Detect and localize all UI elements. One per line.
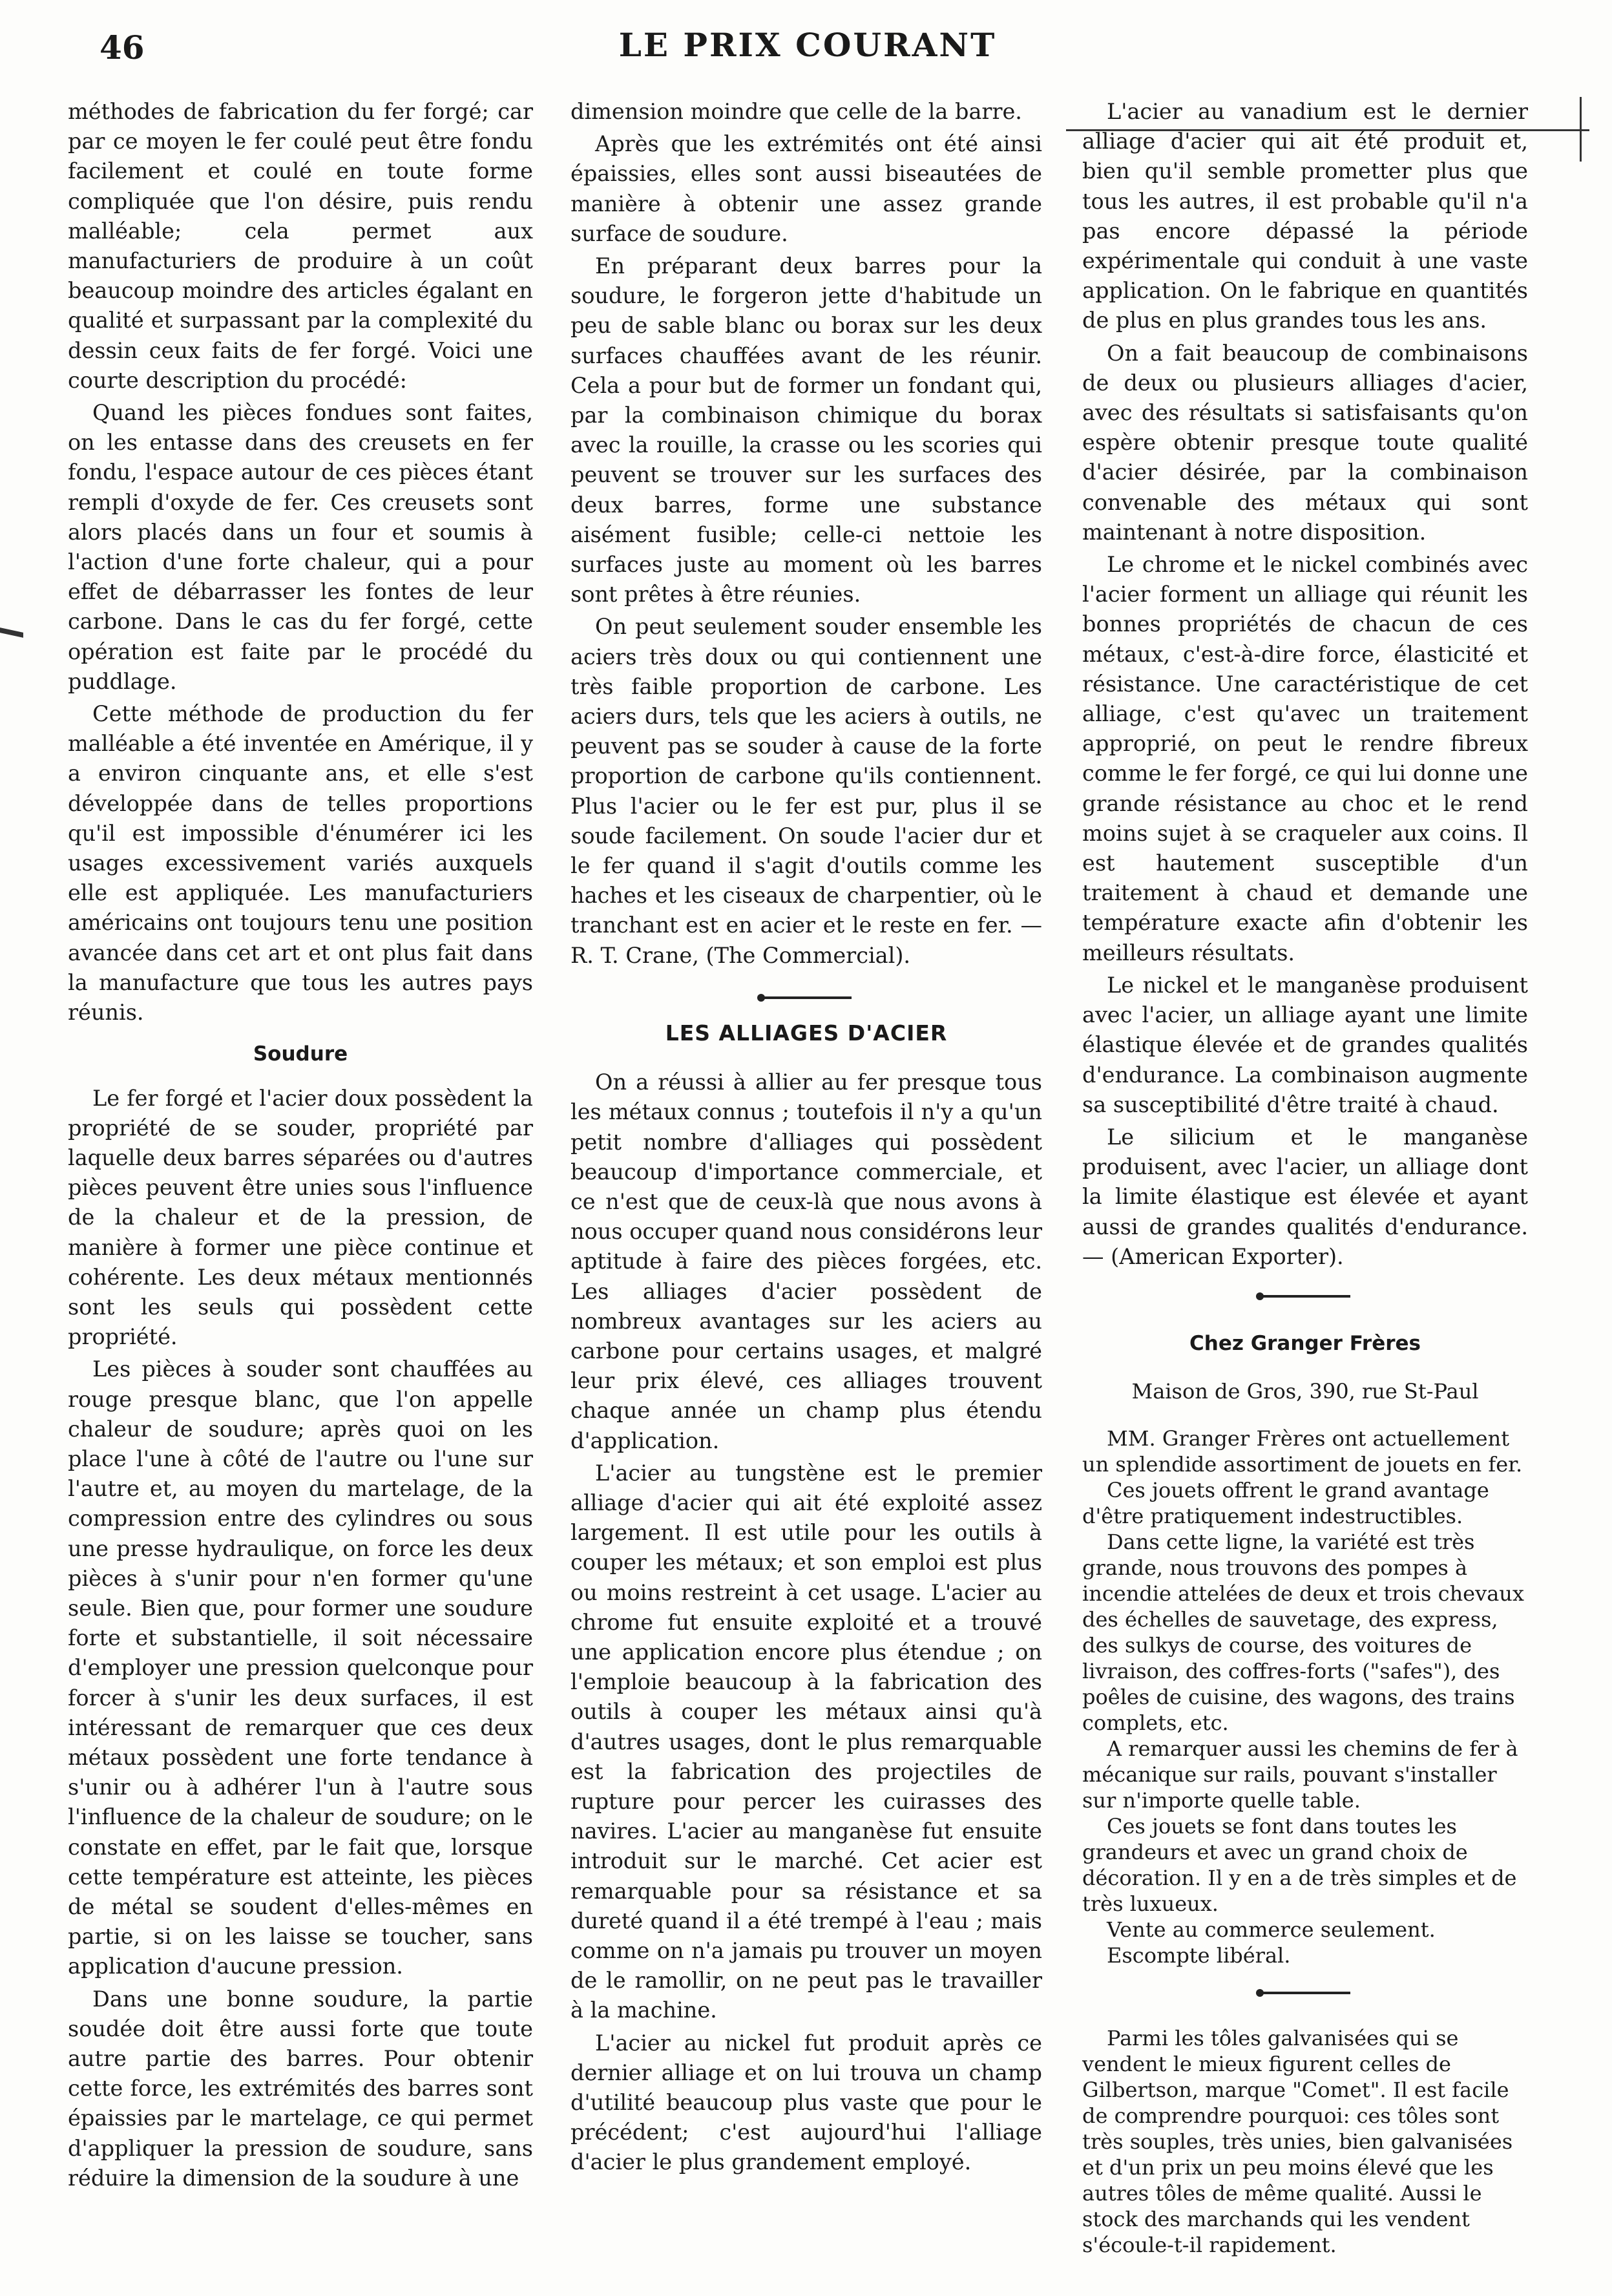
ad-paragraph: Dans cette ligne, la variété est très grande, nous trouvons des pompes à incendie attelées de deux et trois chevaux des échelles de sauvetage, des express, des sulkys de course, des voitures de livraison, des coffres-forts ("safes"), des poêles de cuisine, des wagons, des trains complets, etc. [1082, 1530, 1524, 1736]
ad-paragraph: Vente au commerce seulement. [1107, 1917, 1436, 1943]
advertisement-gilbertson [1082, 2025, 1528, 2258]
paragraph: Le silicium et le manganèse produisent, avec l'acier, un alliage dont la limite élastique est élevée et ayant aussi de grandes qualités d'endurance. — (American Exporter). [1082, 1124, 1528, 1269]
paragraph: Quand les pièces fondues sont faites, on les entasse dans des creusets en fer fondu, l'espace autour de ces pièces étant rempli d'oxyde de fer. Ces creusets sont alors placés dans un four et soumis à l'action d'une forte chaleur, qui a pour effet de débarrasser les fontes de leur carbone. Dans le cas du fer forgé, cette opération est faite par le procédé du puddlage. [68, 400, 533, 694]
firm-title: Chez Granger Frères [1189, 1331, 1421, 1355]
paragraph: Le chrome et le nickel combinés avec l'acier forment un alliage qui réunit les bonnes propriétés de chacun de ces métaux, c'est-à-dire force, élasticité et résistance. Une caractéristique de cet alliage, c'est qu'avec un traitement approprié, on peut le rendre fibreux comme le fer forgé, ce qui lui donne une grande résistance au choc et le rend moins sujet à se craqueler aux coins. Il est hautement susceptible d'un traitement à chaud et demande une température exacte afin d'obtenir les meilleurs résultats. [1082, 552, 1528, 965]
paragraph: L'acier au vanadium est le dernier alliage d'acier qui ait été produit et, bien qu'il semble prometter plus que tous les autres, il est probable qu'il n'a pas encore dépassé la période expérimentale qui conduit à une vaste application. On le fabrique en quantités de plus en plus grandes tous les ans. [1082, 99, 1528, 333]
paragraph: On a réussi à allier au fer presque tous les métaux connus ; toutefois il n'y a qu'un petit nombre d'alliages qui possèdent beaucoup d'importance commerciale, et ce n'est que de ceux-là que nous avons à nous occuper quand nous considérons leur aptitude à faire des pièces forgées, etc. Les alliages d'acier possèdent de nombreux avantages sur les aciers au carbone pour certains usages, et malgré leur prix élevé, ces alliages trouvent chaque année un champ plus étendu d'application. [570, 1069, 1042, 1453]
section-divider [1260, 1992, 1350, 1994]
paragraph: L'acier au nickel fut produit après ce dernier alliage et on lui trouva un champ d'utilité beaucoup plus vaste que pour le précédent; c'est aujourd'hui l'alliage d'acier le plus grandement employé. [570, 2030, 1042, 2175]
subheading-soudure: Soudure [253, 1042, 348, 1066]
column-1 [68, 97, 533, 2196]
section-title-alliages: LES ALLIAGES D'ACIER [665, 1020, 948, 1046]
ad-paragraph: Ces jouets offrent le grand avantage d'être pratiquement indestructibles. [1082, 1478, 1489, 1529]
ad-paragraph: Ces jouets se font dans toutes les grandeurs et avec un grand choix de décoration. Il y en a de très simples et de très luxueux. [1082, 1814, 1517, 1917]
advertisement-granger [1082, 1426, 1528, 1968]
ad-paragraph: A remarquer aussi les chemins de fer à mécanique sur rails, pouvant s'installer sur n'importe quelle table. [1082, 1736, 1518, 1813]
paragraph: méthodes de fabrication du fer forgé; car par ce moyen le fer coulé peut être fondu facilement et coulé en toute forme compliquée que l'on désire, puis rendu malléable; cela permet aux manufacturiers de produire à un coût beaucoup moindre des articles égalant en qualité et surpassant par la complexité du dessin ceux faits de fer forgé. Voici une courte description du procédé: [68, 99, 533, 393]
firm-address: Maison de Gros, 390, rue St-Paul [1131, 1379, 1479, 1404]
paragraph: Dans une bonne soudure, la partie soudée doit être aussi forte que toute autre partie des barres. Pour obtenir cette force, les extrémités des barres sont épaissies par le martelage, ce qui permet d'appliquer la pression de soudure, sans réduire la dimension de la soudure à une [68, 1986, 533, 2191]
paragraph: Le nickel et le manganèse produisent avec l'acier, un alliage ayant une limite élastique élevée et de grandes qualités d'endurance. La combinaison augmente sa susceptibilité d'être traité à chaud. [1082, 972, 1528, 1117]
paragraph: dimension moindre que celle de la barre. [570, 99, 1022, 124]
paragraph: On a fait beaucoup de combinaisons de deux ou plusieurs alliages d'acier, avec des résultats si satisfaisants qu'on espère obtenir presque toute qualité d'acier désirée, par la combinaison convenable des métaux qui sont maintenant à notre disposition. [1082, 340, 1528, 545]
paragraph: Les pièces à souder sont chauffées au rouge presque blanc, que l'on appelle chaleur de soudure; après quoi on les place l'une à côté de l'autre ou l'une sur l'autre et, au moyen du martelage, de la compression entre des cylindres ou sous une presse hydraulique, on force les deux pièces à s'unir pour n'en former qu'une seule. Bien que, pour former une soudure forte et substantielle, il soit nécessaire d'employer une pression quelconque pour forcer à s'unir les deux surfaces, il est intéressant de remarquer que ces deux métaux possèdent une forte tendance à s'unir ou à adhérer l'un à l'autre sous l'influence de la chaleur de soudure; on le constate en effet, par le fait que, lorsque cette température est atteinte, les pièces de métal se soudent d'elles-mêmes en partie, si on les laisse se toucher, sans application d'aucune pression. [68, 1356, 533, 1979]
margin-side-rule [1580, 97, 1582, 162]
section-divider [1260, 1295, 1350, 1298]
paragraph: On peut seulement souder ensemble les aciers très doux ou qui contiennent une très faible proportion de carbone. Les aciers durs, tels que les aciers à outils, ne peuvent pas se souder à cause de la forte proportion de carbone qu'ils contiennent. Plus l'acier ou le fer est pur, plus il se soude facilement. On soude l'acier dur et le fer quand il s'agit d'outils comme les haches et les ciseaux de charpentier, où le tranchant est en acier et le reste en fer. — R. T. Crane, (The Commercial). [570, 614, 1042, 968]
paragraph: En préparant deux barres pour la soudure, le forgeron jette d'habitude un peu de sable blanc ou borax sur les deux surfaces chauffées avant de les réunir. Cela a pour but de former un fondant qui, par la combinaison chimique du borax avec la rouille, la crasse ou les scories qui peuvent se trouver sur les surfaces des deux barres, forme une substance aisément fusible; celle-ci nettoie les surfaces juste au moment où les barres sont prêtes à être réunies. [570, 253, 1042, 607]
page-header [65, 26, 1551, 71]
journal-title: LE PRIX COURANT [618, 26, 997, 64]
margin-pointer-mark [0, 627, 23, 638]
page-number: 46 [99, 28, 145, 67]
paragraph: L'acier au tungstène est le premier alliage d'acier qui ait été exploité assez largement. Il est utile pour les outils à couper les métaux; et son emploi est plus ou moins restreint à cet usage. L'acier au chrome fut ensuite exploité et a trouvé une application encore plus étendue ; on l'emploie beaucoup à la fabrication des outils à couper les métaux ainsi qu'à d'autres usages, dont le plus remarquable est la fabrication des projectiles de rupture pour percer les cuirasses des navires. L'acier au manganèse fut ensuite introduit sur le marché. Cet acier est remarquable pour sa résistance et sa dureté quand il a été trempé à l'eau ; mais comme on n'a jamais pu trouver un moyen de le ramollir, on ne peut pas le travailler à la machine. [570, 1460, 1042, 2023]
ad-paragraph: MM. Granger Frères ont actuellement un splendide assortiment de jouets en fer. [1082, 1426, 1523, 1477]
column-2 [570, 97, 1042, 2180]
paragraph: Cette méthode de production du fer malléable a été inventée en Amérique, il y a environ cinquante ans, et elle s'est développée dans de telles proportions qu'il est impossible d'énumérer ici les usages excessivement variés auxquels elle est appliquée. Les manufacturiers américains ont toujours tenu une position avancée dans cet art et ont plus fait dans la manufacture que tous les autres pays réunis. [68, 701, 533, 1026]
ad-paragraph: Escompte libéral. [1107, 1943, 1291, 1968]
paragraph: Après que les extrémités ont été ainsi épaissies, elles sont aussi biseautées de manière à obtenir une assez grande surface de soudure. [570, 131, 1042, 246]
section-divider [761, 996, 852, 999]
ad-paragraph: Parmi les tôles galvanisées qui se vendent le mieux figurent celles de Gilbertson, marque "Comet". Il est facile de comprendre pourquoi: ces tôles sont très souples, très unies, bien galvanisées et d'un prix un peu moins élevé que les autres tôles de même qualité. Aussi le stock des marchands qui les vendent s'écoule-t-il rapidement. [1082, 2026, 1513, 2258]
column-3 [1082, 97, 1528, 2258]
paragraph: Le fer forgé et l'acier doux possèdent la propriété de se souder, propriété par laquelle deux barres séparées ou d'autres pièces peuvent être unies sous l'influence de la chaleur et de la pression, de manière à former une pièce continue et cohérente. Les deux métaux mentionnés sont les seuls qui possèdent cette propriété. [68, 1085, 533, 1350]
